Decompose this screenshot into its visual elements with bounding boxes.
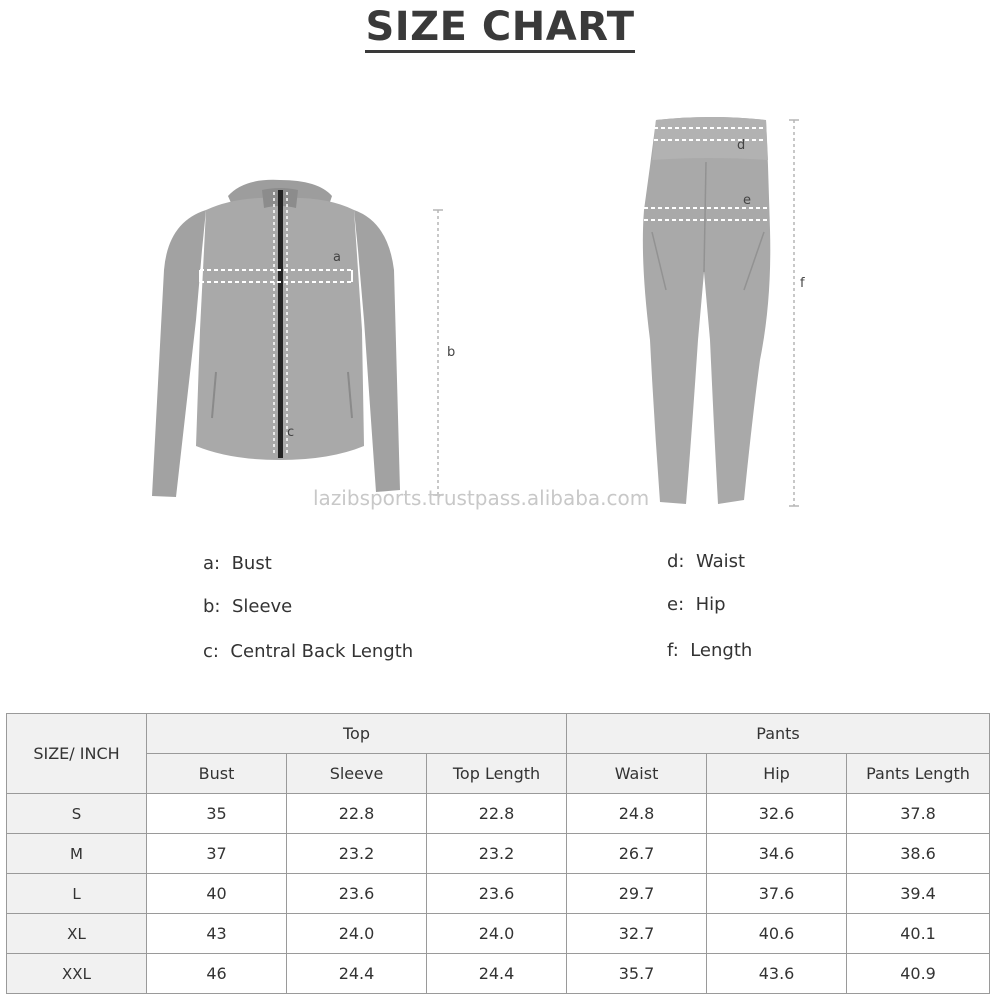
table-cell: 24.0: [427, 914, 567, 954]
measure-label-b: b: [447, 345, 456, 360]
legend-item-length: f: Length: [667, 640, 753, 661]
table-cell: 46: [147, 954, 287, 994]
column-header: Hip: [707, 754, 847, 794]
table-row: [7, 794, 990, 834]
column-header: Top Length: [427, 754, 567, 794]
legend-item-central-back-length: c: Central Back Length: [203, 641, 414, 662]
table-header-row: [7, 714, 990, 754]
size-cell: L: [7, 874, 147, 914]
table-cell: 37: [147, 834, 287, 874]
table-subheader-row: [7, 754, 990, 794]
table-row: [7, 874, 990, 914]
table-cell: 40: [147, 874, 287, 914]
group-header-top: Top: [147, 714, 567, 754]
measure-label-a: a: [333, 250, 341, 265]
column-header: Sleeve: [287, 754, 427, 794]
table-row: [7, 834, 990, 874]
column-header: Pants Length: [847, 754, 990, 794]
table-cell: 22.8: [427, 794, 567, 834]
size-cell: XL: [7, 914, 147, 954]
table-cell: 24.0: [287, 914, 427, 954]
measure-label-e: e: [743, 193, 751, 208]
table-cell: 23.2: [287, 834, 427, 874]
measure-label-d: d: [737, 138, 746, 153]
column-header: Waist: [567, 754, 707, 794]
size-cell: XXL: [7, 954, 147, 994]
legend-item-waist: d: Waist: [667, 551, 746, 572]
table-cell: 26.7: [567, 834, 707, 874]
size-table: [6, 713, 990, 994]
table-cell: 35.7: [567, 954, 707, 994]
table-cell: 34.6: [707, 834, 847, 874]
table-cell: 35: [147, 794, 287, 834]
pants-illustration: [643, 117, 770, 504]
size-cell: S: [7, 794, 147, 834]
table-cell: 32.6: [707, 794, 847, 834]
legend-item-hip: e: Hip: [667, 594, 726, 615]
size-header-cell: SIZE/ INCH: [7, 714, 147, 794]
page-title-text: SIZE CHART: [365, 4, 634, 53]
table-cell: 43: [147, 914, 287, 954]
table-cell: 40.9: [847, 954, 990, 994]
table-cell: 40.6: [707, 914, 847, 954]
jacket-illustration: [152, 180, 400, 497]
measure-label-f: f: [800, 276, 805, 291]
table-cell: 24.4: [427, 954, 567, 994]
watermark: lazibsports.trustpass.alibaba.com: [313, 486, 650, 510]
table-cell: 32.7: [567, 914, 707, 954]
table-cell: 40.1: [847, 914, 990, 954]
table-cell: 37.8: [847, 794, 990, 834]
table-cell: 38.6: [847, 834, 990, 874]
table-row: [7, 954, 990, 994]
group-header-pants: Pants: [567, 714, 990, 754]
measure-label-c: c: [287, 425, 295, 440]
column-header: Bust: [147, 754, 287, 794]
table-cell: 23.6: [287, 874, 427, 914]
table-cell: 29.7: [567, 874, 707, 914]
table-cell: 23.2: [427, 834, 567, 874]
table-cell: 37.6: [707, 874, 847, 914]
legend-item-bust: a: Bust: [203, 553, 272, 574]
table-cell: 24.4: [287, 954, 427, 994]
table-row: [7, 914, 990, 954]
table-cell: 22.8: [287, 794, 427, 834]
table-cell: 43.6: [707, 954, 847, 994]
table-cell: 23.6: [427, 874, 567, 914]
table-cell: 39.4: [847, 874, 990, 914]
legend-item-sleeve: b: Sleeve: [203, 596, 293, 617]
table-cell: 24.8: [567, 794, 707, 834]
size-cell: M: [7, 834, 147, 874]
